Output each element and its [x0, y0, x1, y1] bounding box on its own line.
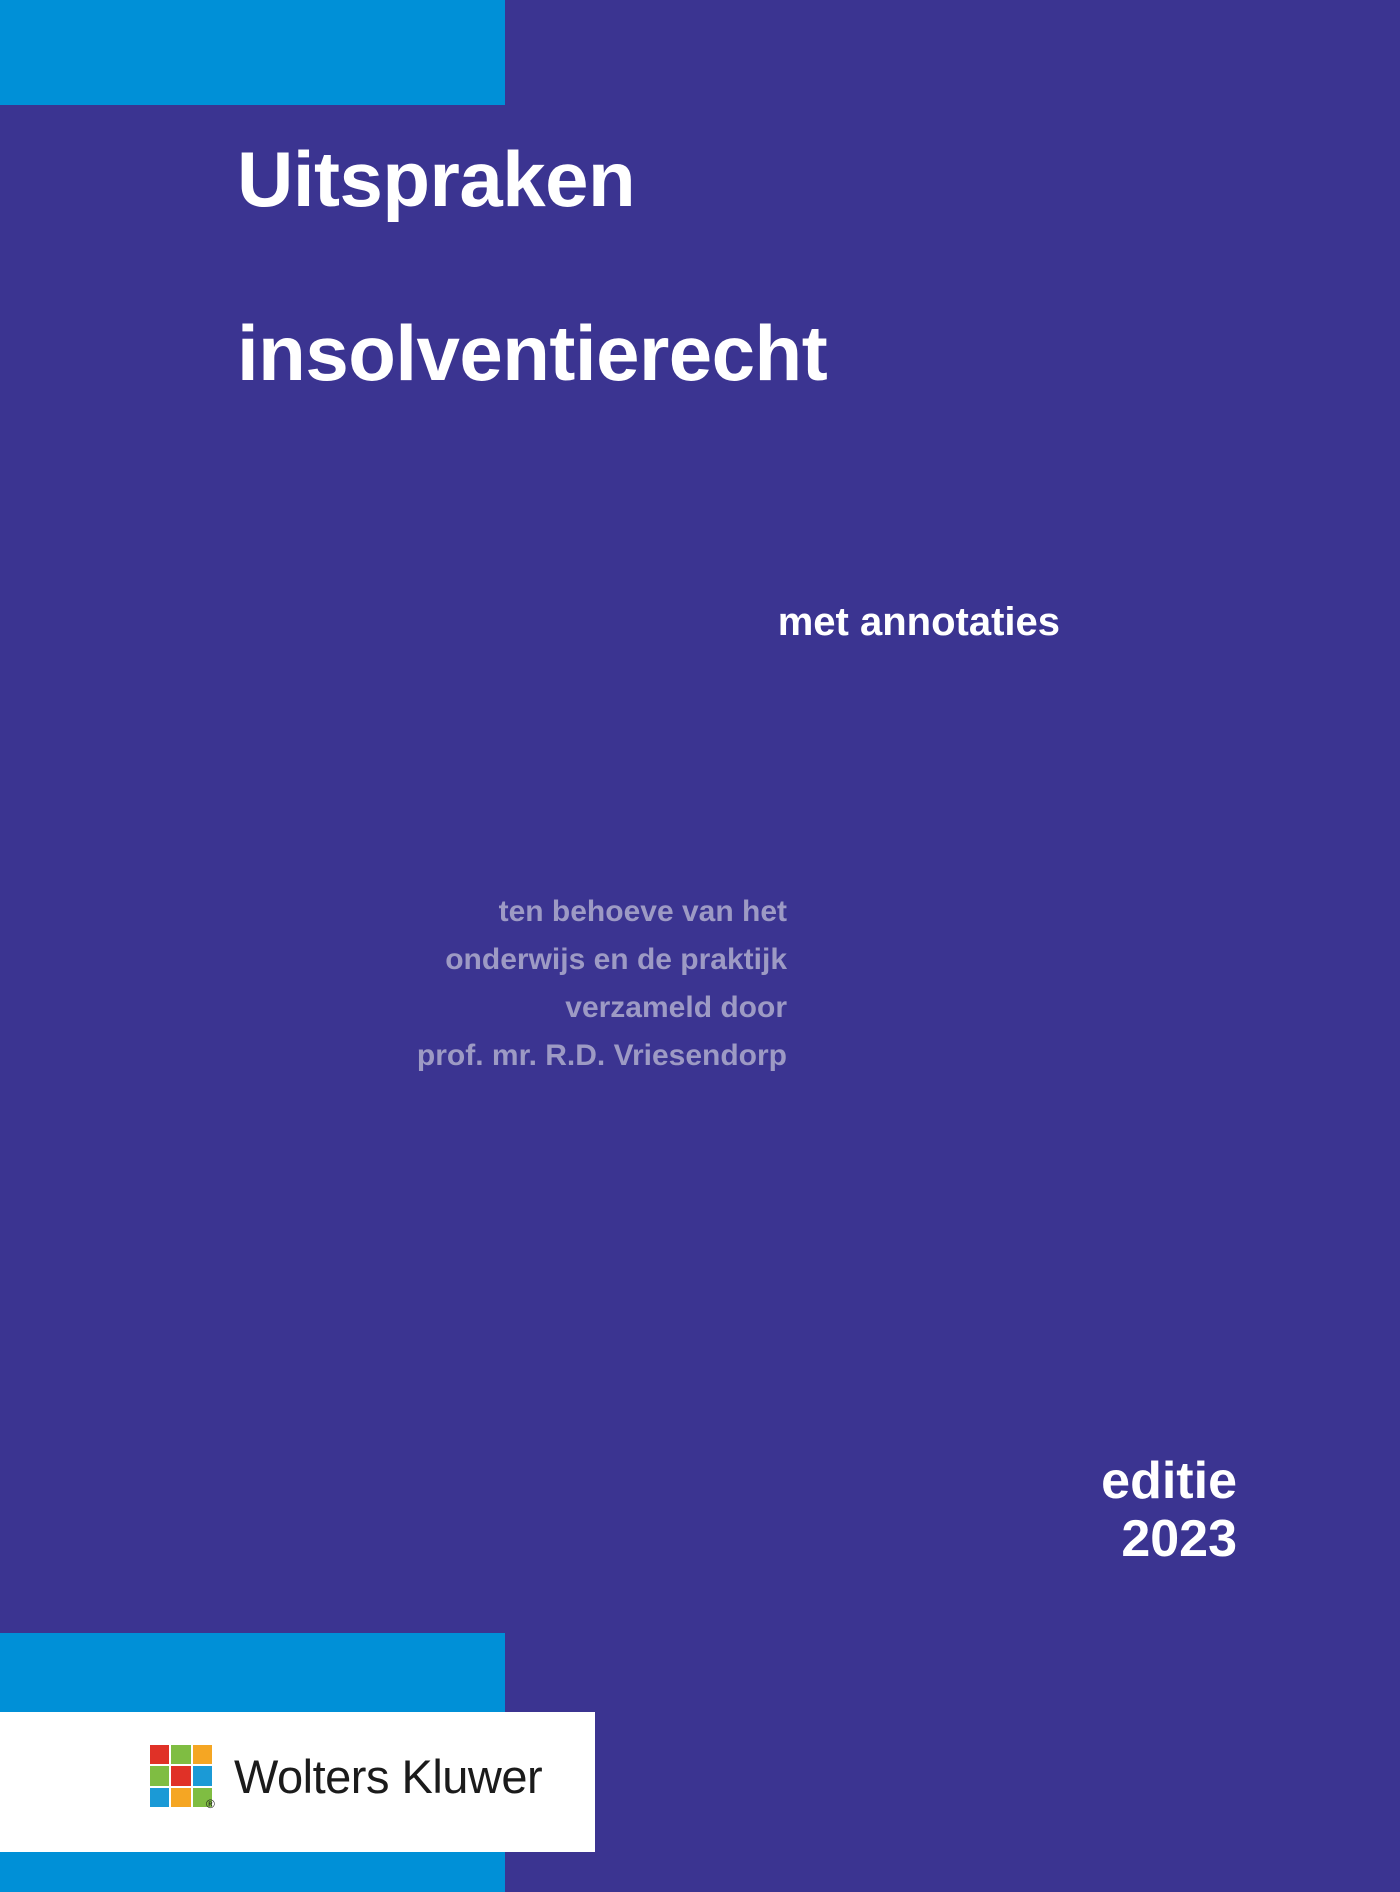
book-subtitle: met annotaties [777, 600, 1060, 644]
edition-label: editie [1101, 1452, 1237, 1510]
publisher-name: Wolters Kluwer [234, 1749, 543, 1803]
credits-line-4: prof. mr. R.D. Vriesendorp [416, 1039, 787, 1072]
credits-line-2: onderwijs en de praktijk [445, 943, 787, 976]
title-line-2: insolventierecht [237, 309, 828, 397]
book-title [237, 135, 1297, 397]
publisher-logo [150, 1745, 543, 1811]
credits-line-3: verzameld door [565, 991, 787, 1024]
registered-mark: ® [206, 1797, 215, 1811]
book-credits [237, 888, 787, 1080]
wolters-kluwer-squares-icon [150, 1745, 215, 1811]
decorative-cyan-block-top [0, 0, 505, 105]
edition-block [1101, 1452, 1237, 1568]
title-line-1: Uitspraken [237, 135, 636, 223]
credits-line-1: ten behoeve van het [498, 895, 787, 928]
edition-year: 2023 [1121, 1510, 1237, 1569]
